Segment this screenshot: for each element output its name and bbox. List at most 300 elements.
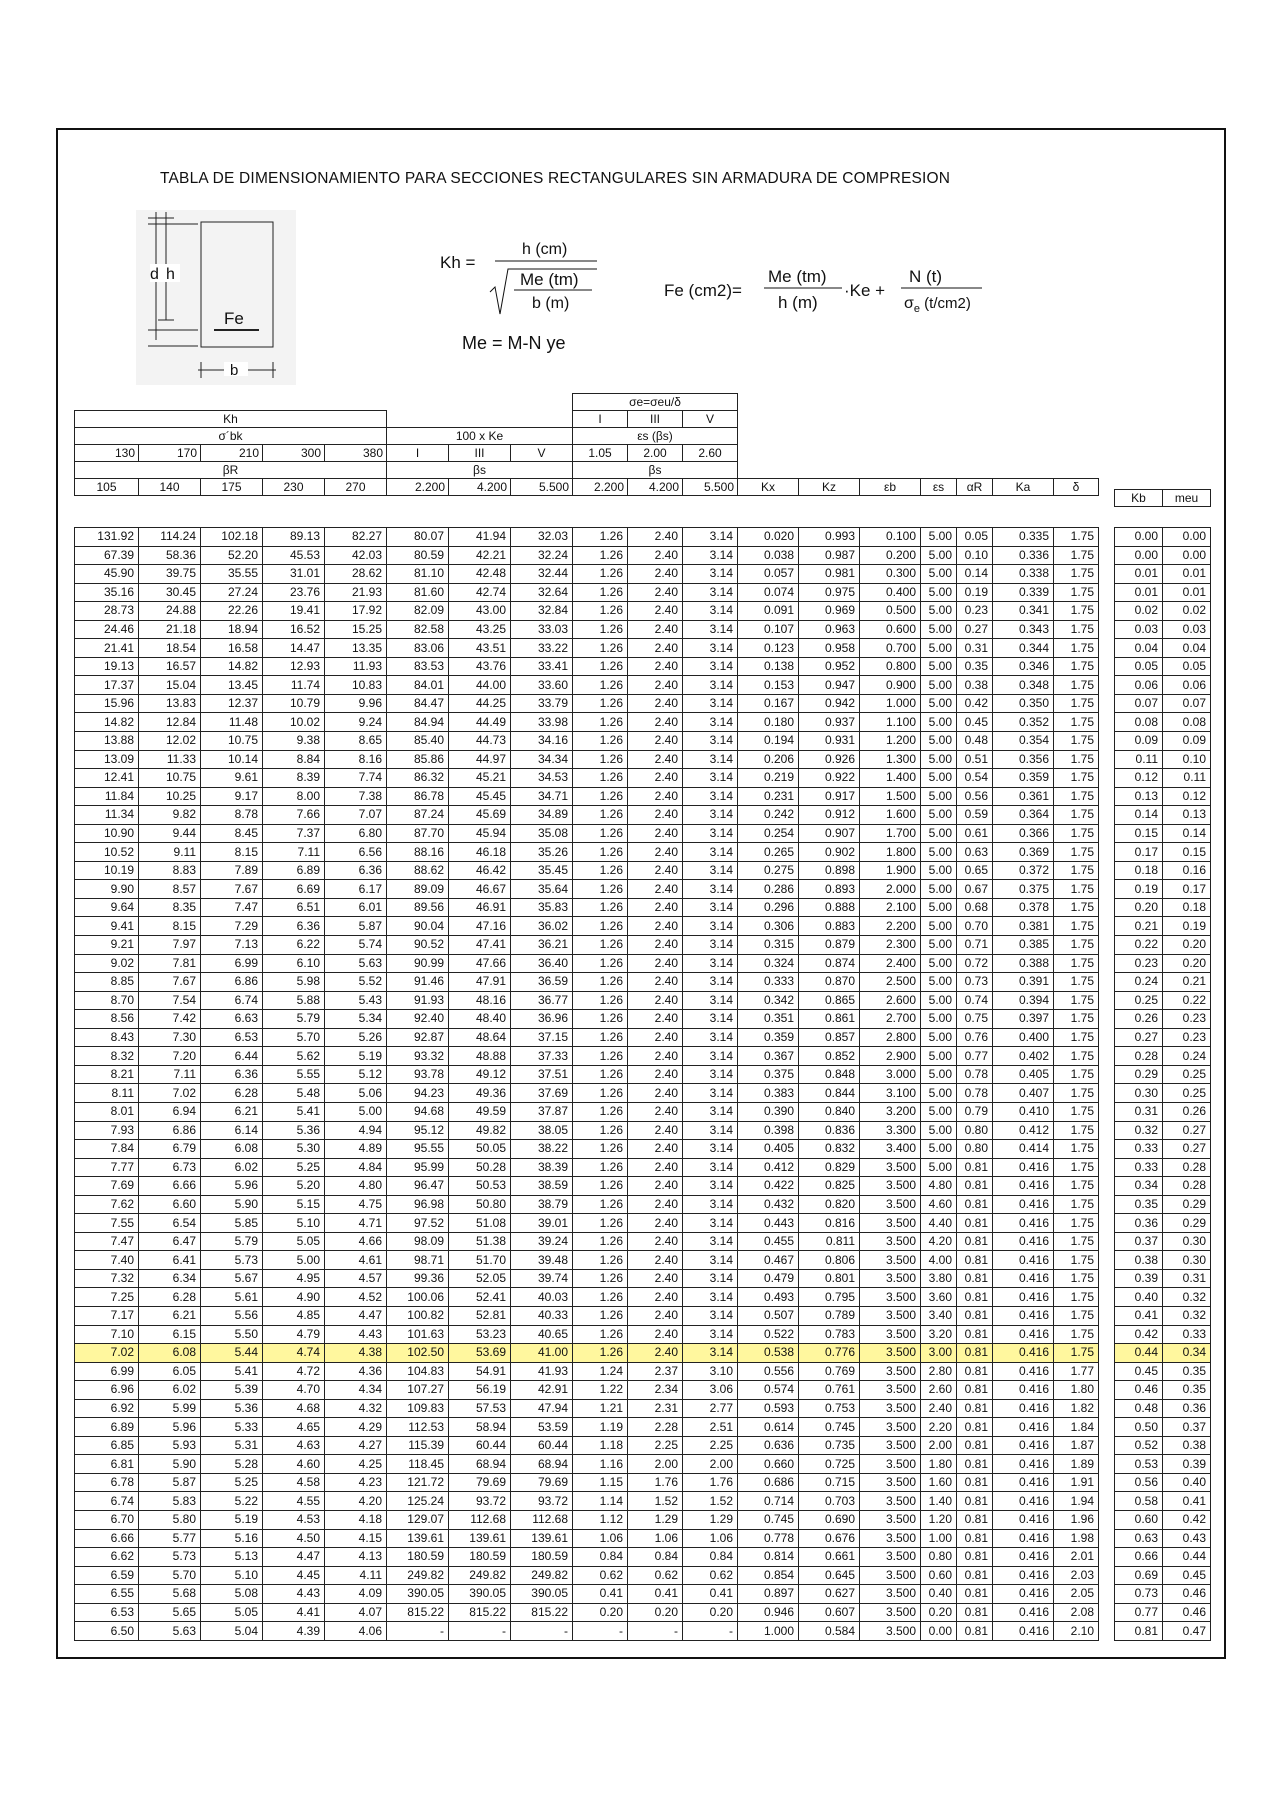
table-cell: 2.40 — [628, 1344, 683, 1363]
table-cell: 7.89 — [201, 861, 263, 880]
table-cell: 2.40 — [628, 1028, 683, 1047]
kb-row — [1115, 1195, 1211, 1214]
table-cell: 1.75 — [1054, 936, 1099, 955]
table-cell: 3.500 — [860, 1418, 921, 1437]
kb-row — [1115, 1269, 1211, 1288]
table-cell: 2.40 — [628, 880, 683, 899]
table-row — [75, 806, 1099, 825]
table-cell: 3.14 — [683, 917, 738, 936]
table-cell: 5.00 — [921, 1047, 957, 1066]
table-cell: 1.06 — [683, 1529, 738, 1548]
table-cell: 11.48 — [201, 713, 263, 732]
table-cell: 33.98 — [511, 713, 573, 732]
table-cell: - — [449, 1622, 511, 1641]
table-cell: 7.17 — [75, 1306, 139, 1325]
label-b: b — [230, 362, 239, 379]
table-cell: 3.14 — [683, 639, 738, 658]
table-cell: 0.35 — [1115, 1195, 1163, 1214]
table-cell: 5.00 — [921, 732, 957, 751]
table-cell: 2.500 — [860, 973, 921, 992]
table-cell: 1.26 — [573, 1121, 628, 1140]
table-cell: 4.45 — [263, 1566, 325, 1585]
table-cell: 3.14 — [683, 1288, 738, 1307]
table-cell: 0.76 — [957, 1028, 993, 1047]
table-cell: 3.14 — [683, 1121, 738, 1140]
table-cell: 1.15 — [573, 1473, 628, 1492]
table-cell: 87.70 — [387, 824, 449, 843]
table-cell: 0.981 — [799, 565, 860, 584]
table-cell: 0.416 — [993, 1195, 1054, 1214]
table-row — [75, 843, 1099, 862]
table-cell: 5.00 — [921, 898, 957, 917]
table-cell: 3.14 — [683, 861, 738, 880]
table-cell: 0.30 — [1163, 1251, 1211, 1270]
table-cell: 0.45 — [1115, 1362, 1163, 1381]
table-cell: 0.074 — [738, 583, 799, 602]
table-row — [75, 1566, 1099, 1585]
table-cell: 1.26 — [573, 973, 628, 992]
table-cell: 1.75 — [1054, 861, 1099, 880]
table-row — [75, 1529, 1099, 1548]
ke-type-V: V — [511, 445, 573, 462]
table-cell: 7.69 — [75, 1177, 139, 1196]
table-cell: 1.75 — [1054, 546, 1099, 565]
fe-num2: N (t) — [909, 267, 943, 286]
table-cell: 0.31 — [1163, 1269, 1211, 1288]
table-cell: 0.23 — [1163, 1010, 1211, 1029]
table-cell: - — [683, 1622, 738, 1641]
table-cell: 17.92 — [325, 602, 387, 621]
header-row-beta — [75, 462, 1099, 479]
table-cell: 0.020 — [738, 528, 799, 547]
table-cell: 1.26 — [573, 991, 628, 1010]
table-cell: 0.66 — [1115, 1548, 1163, 1567]
table-cell: 2.37 — [628, 1362, 683, 1381]
table-cell: 0.24 — [1115, 973, 1163, 992]
header-row-sigma — [75, 394, 1099, 411]
table-cell: 42.21 — [449, 546, 511, 565]
table-cell: 0.306 — [738, 917, 799, 936]
table-cell: 5.00 — [263, 1251, 325, 1270]
table-cell: 1.75 — [1054, 843, 1099, 862]
table-cell: 1.26 — [573, 676, 628, 695]
table-row — [75, 657, 1099, 676]
table-cell: 1.75 — [1054, 657, 1099, 676]
table-cell: 0.402 — [993, 1047, 1054, 1066]
class-130: 130 — [75, 445, 139, 462]
beta-s2-4200: 4.200 — [628, 479, 683, 496]
table-cell: 0.398 — [738, 1121, 799, 1140]
kb-row — [1115, 1028, 1211, 1047]
table-cell: 6.81 — [75, 1455, 139, 1474]
kb-table — [1114, 527, 1211, 1641]
kb-row — [1115, 1566, 1211, 1585]
table-cell: 0.81 — [957, 1566, 993, 1585]
table-cell: 0.39 — [1163, 1455, 1211, 1474]
table-cell: 45.90 — [75, 565, 139, 584]
table-row — [75, 694, 1099, 713]
beta-s-label: βs — [387, 462, 573, 479]
table-cell: 3.14 — [683, 880, 738, 899]
table-cell: 38.39 — [511, 1158, 573, 1177]
table-cell: 1.75 — [1054, 806, 1099, 825]
table-cell: 46.91 — [449, 898, 511, 917]
table-cell: 0.645 — [799, 1566, 860, 1585]
page-title: TABLA DE DIMENSIONAMIENTO PARA SECCIONES RECTANGULARES SIN ARMADURA DE COMPRESION — [160, 170, 951, 187]
kb-row — [1115, 750, 1211, 769]
table-cell: 8.78 — [201, 806, 263, 825]
table-cell: 0.443 — [738, 1214, 799, 1233]
table-cell: 1.75 — [1054, 1102, 1099, 1121]
table-cell: 6.01 — [325, 898, 387, 917]
table-cell: 0.41 — [1115, 1306, 1163, 1325]
table-cell: 249.82 — [449, 1566, 511, 1585]
table-row — [75, 1585, 1099, 1604]
table-cell: 0.32 — [1163, 1288, 1211, 1307]
table-cell: 0.77 — [1115, 1603, 1163, 1622]
table-cell: 3.500 — [860, 1548, 921, 1567]
table-cell: 8.00 — [263, 787, 325, 806]
table-cell: 45.69 — [449, 806, 511, 825]
table-cell: 0.700 — [860, 639, 921, 658]
table-cell: 1.75 — [1054, 898, 1099, 917]
table-cell: 24.46 — [75, 620, 139, 639]
table-row — [75, 1492, 1099, 1511]
table-cell: 1.21 — [573, 1399, 628, 1418]
table-cell: 1.91 — [1054, 1473, 1099, 1492]
table-cell: 9.64 — [75, 898, 139, 917]
table-cell: 89.09 — [387, 880, 449, 899]
table-cell: 0.42 — [957, 694, 993, 713]
table-cell: 0.15 — [1115, 824, 1163, 843]
table-cell: 52.81 — [449, 1306, 511, 1325]
table-cell: 3.500 — [860, 1158, 921, 1177]
table-cell: 2.03 — [1054, 1566, 1099, 1585]
table-cell: 6.85 — [75, 1436, 139, 1455]
table-cell: 139.61 — [449, 1529, 511, 1548]
table-cell: 3.10 — [683, 1362, 738, 1381]
table-cell: 0.432 — [738, 1195, 799, 1214]
table-cell: 1.26 — [573, 1251, 628, 1270]
table-cell: 39.48 — [511, 1251, 573, 1270]
table-cell: 1.75 — [1054, 1195, 1099, 1214]
table-cell: 3.200 — [860, 1102, 921, 1121]
table-cell: 39.24 — [511, 1232, 573, 1251]
table-cell: 0.857 — [799, 1028, 860, 1047]
table-cell: 98.09 — [387, 1232, 449, 1251]
table-cell: 7.66 — [263, 806, 325, 825]
table-cell: 8.56 — [75, 1010, 139, 1029]
table-cell: 115.39 — [387, 1436, 449, 1455]
table-cell: 47.66 — [449, 954, 511, 973]
kb-row — [1115, 1140, 1211, 1159]
kb-row — [1115, 898, 1211, 917]
table-cell: 2.40 — [628, 676, 683, 695]
ke-type-III: III — [449, 445, 511, 462]
table-cell: 0.29 — [1163, 1195, 1211, 1214]
table-cell: 5.31 — [201, 1436, 263, 1455]
table-row — [75, 620, 1099, 639]
table-cell: 11.74 — [263, 676, 325, 695]
table-cell: 0.42 — [1115, 1325, 1163, 1344]
table-cell: 0.296 — [738, 898, 799, 917]
table-cell: 0.39 — [1115, 1269, 1163, 1288]
table-cell: 815.22 — [511, 1603, 573, 1622]
table-cell: 0.861 — [799, 1010, 860, 1029]
table-cell: 48.64 — [449, 1028, 511, 1047]
table-cell: 0.00 — [1163, 528, 1211, 547]
table-row — [75, 1510, 1099, 1529]
fe-sigma-sub: e — [913, 303, 920, 315]
table-cell: 5.34 — [325, 1010, 387, 1029]
table-cell: 2.60 — [921, 1381, 957, 1400]
table-cell: 1.29 — [683, 1510, 738, 1529]
table-cell: 4.32 — [325, 1399, 387, 1418]
rect-section-figure — [136, 210, 296, 385]
table-cell: 0.08 — [1163, 713, 1211, 732]
table-cell: 4.65 — [263, 1418, 325, 1437]
table-cell: 1.76 — [683, 1473, 738, 1492]
formula-fe — [664, 264, 1004, 329]
table-cell: 4.89 — [325, 1140, 387, 1159]
table-cell: 39.74 — [511, 1269, 573, 1288]
table-cell: 0.28 — [1115, 1047, 1163, 1066]
table-cell: 0.81 — [957, 1288, 993, 1307]
table-cell: 3.000 — [860, 1065, 921, 1084]
table-cell: 52.41 — [449, 1288, 511, 1307]
table-cell: 3.500 — [860, 1269, 921, 1288]
table-row — [75, 861, 1099, 880]
col-eb: εb — [860, 479, 921, 496]
table-cell: 68.94 — [511, 1455, 573, 1474]
table-cell: 0.44 — [1115, 1344, 1163, 1363]
table-cell: 0.375 — [993, 880, 1054, 899]
table-cell: 0.574 — [738, 1381, 799, 1400]
table-cell: 95.99 — [387, 1158, 449, 1177]
table-cell: 2.40 — [628, 1214, 683, 1233]
table-cell: 5.00 — [921, 1121, 957, 1140]
table-cell: 0.27 — [1115, 1028, 1163, 1047]
table-cell: 0.385 — [993, 936, 1054, 955]
table-cell: 8.83 — [139, 861, 201, 880]
table-cell: 6.60 — [139, 1195, 201, 1214]
table-cell: 84.01 — [387, 676, 449, 695]
table-row — [75, 1121, 1099, 1140]
table-cell: 0.81 — [957, 1585, 993, 1604]
kh-label: Kh — [75, 411, 387, 428]
table-cell: 0.46 — [1163, 1603, 1211, 1622]
table-cell: 0.816 — [799, 1214, 860, 1233]
table-cell: 80.07 — [387, 528, 449, 547]
table-cell: 6.99 — [201, 954, 263, 973]
table-cell: 5.00 — [921, 936, 957, 955]
kb-row — [1115, 528, 1211, 547]
table-cell: 5.70 — [139, 1566, 201, 1585]
table-cell: 4.71 — [325, 1214, 387, 1233]
table-cell: 100.82 — [387, 1306, 449, 1325]
table-cell: 0.350 — [993, 694, 1054, 713]
kb-row — [1115, 1344, 1211, 1363]
table-cell: 8.85 — [75, 973, 139, 992]
table-cell: 3.14 — [683, 1028, 738, 1047]
table-row — [75, 1288, 1099, 1307]
table-cell: 6.94 — [139, 1102, 201, 1121]
kh-inner-denominator: b (m) — [532, 295, 570, 312]
table-cell: 0.15 — [1163, 843, 1211, 862]
table-cell: 0.416 — [993, 1344, 1054, 1363]
table-cell: 6.28 — [139, 1288, 201, 1307]
table-cell: 1.75 — [1054, 1047, 1099, 1066]
kb-row — [1115, 565, 1211, 584]
table-cell: 6.51 — [263, 898, 325, 917]
table-cell: 4.61 — [325, 1251, 387, 1270]
table-cell: 22.26 — [201, 602, 263, 621]
beta-s2-2200: 2.200 — [573, 479, 628, 496]
table-cell: 1.26 — [573, 824, 628, 843]
table-cell: 0.865 — [799, 991, 860, 1010]
table-cell: 7.84 — [75, 1140, 139, 1159]
table-cell: 1.19 — [573, 1418, 628, 1437]
table-cell: 5.99 — [139, 1399, 201, 1418]
table-cell: 0.661 — [799, 1548, 860, 1567]
table-cell: 2.40 — [628, 1102, 683, 1121]
table-cell: 7.32 — [75, 1269, 139, 1288]
table-cell: 1.26 — [573, 1102, 628, 1121]
table-cell: 3.500 — [860, 1622, 921, 1641]
table-cell: 1.84 — [1054, 1418, 1099, 1437]
table-cell: 1.52 — [628, 1492, 683, 1511]
table-cell: 8.15 — [201, 843, 263, 862]
table-cell: 3.40 — [921, 1306, 957, 1325]
table-cell: 0.38 — [1115, 1251, 1163, 1270]
table-cell: 7.67 — [139, 973, 201, 992]
table-cell: 0.840 — [799, 1102, 860, 1121]
col-kx: Kx — [738, 479, 799, 496]
table-cell: 5.00 — [921, 824, 957, 843]
table-cell: 1.26 — [573, 954, 628, 973]
table-cell: 6.44 — [201, 1047, 263, 1066]
table-cell: 3.14 — [683, 787, 738, 806]
table-cell: 1.400 — [860, 769, 921, 788]
table-cell: 5.00 — [921, 602, 957, 621]
table-cell: 0.275 — [738, 861, 799, 880]
table-cell: 7.37 — [263, 824, 325, 843]
table-cell: 1.76 — [628, 1473, 683, 1492]
table-cell: 180.59 — [387, 1548, 449, 1567]
table-cell: 0.81 — [957, 1214, 993, 1233]
table-cell: 79.69 — [449, 1473, 511, 1492]
table-cell: 46.67 — [449, 880, 511, 899]
table-cell: 7.38 — [325, 787, 387, 806]
table-cell: 0.47 — [1163, 1622, 1211, 1641]
table-cell: 0.84 — [683, 1548, 738, 1567]
table-cell: 0.814 — [738, 1548, 799, 1567]
table-cell: 9.38 — [263, 732, 325, 751]
table-cell: 2.00 — [628, 1455, 683, 1474]
table-cell: 1.000 — [860, 694, 921, 713]
table-cell: 4.85 — [263, 1306, 325, 1325]
table-cell: 5.65 — [139, 1603, 201, 1622]
table-cell: 0.335 — [993, 528, 1054, 547]
table-cell: 0.02 — [1163, 602, 1211, 621]
table-cell: 6.22 — [263, 936, 325, 955]
table-cell: 60.44 — [449, 1436, 511, 1455]
table-cell: 44.73 — [449, 732, 511, 751]
table-cell: 84.94 — [387, 713, 449, 732]
table-cell: 139.61 — [511, 1529, 573, 1548]
kb-row — [1115, 861, 1211, 880]
table-cell: 0.351 — [738, 1010, 799, 1029]
table-cell: 0.78 — [957, 1065, 993, 1084]
table-cell: 0.206 — [738, 750, 799, 769]
table-cell: 93.72 — [511, 1492, 573, 1511]
table-cell: 5.00 — [921, 583, 957, 602]
table-cell: 0.038 — [738, 546, 799, 565]
table-cell: 0.23 — [957, 602, 993, 621]
table-cell: 0.686 — [738, 1473, 799, 1492]
table-cell: 5.36 — [263, 1121, 325, 1140]
table-cell: 6.02 — [139, 1381, 201, 1400]
table-cell: 0.138 — [738, 657, 799, 676]
kb-row — [1115, 1455, 1211, 1474]
fe-unit: (t/cm2) — [920, 295, 971, 312]
table-cell: 0.364 — [993, 806, 1054, 825]
table-cell: 0.26 — [1163, 1102, 1211, 1121]
table-cell: 3.14 — [683, 694, 738, 713]
table-cell: 8.43 — [75, 1028, 139, 1047]
table-cell: 9.44 — [139, 824, 201, 843]
table-cell: 8.01 — [75, 1102, 139, 1121]
table-cell: 0.479 — [738, 1269, 799, 1288]
table-cell: 4.90 — [263, 1288, 325, 1307]
table-cell: 0.897 — [738, 1585, 799, 1604]
table-cell: 0.715 — [799, 1473, 860, 1492]
table-cell: 1.26 — [573, 861, 628, 880]
table-cell: 100.06 — [387, 1288, 449, 1307]
table-cell: 1.26 — [573, 732, 628, 751]
table-cell: 0.31 — [957, 639, 993, 658]
table-cell: 0.416 — [993, 1529, 1054, 1548]
table-cell: 92.40 — [387, 1010, 449, 1029]
table-cell: 0.26 — [1115, 1010, 1163, 1029]
table-cell: 0.33 — [1115, 1158, 1163, 1177]
table-cell: 0.414 — [993, 1140, 1054, 1159]
table-cell: 5.44 — [201, 1344, 263, 1363]
table-cell: 5.36 — [201, 1399, 263, 1418]
table-cell: 1.94 — [1054, 1492, 1099, 1511]
table-cell: 0.06 — [1163, 676, 1211, 695]
table-cell: 2.40 — [921, 1399, 957, 1418]
table-row — [75, 1028, 1099, 1047]
table-cell: 3.500 — [860, 1381, 921, 1400]
table-cell: 7.10 — [75, 1325, 139, 1344]
table-row — [75, 565, 1099, 584]
table-cell: 90.52 — [387, 936, 449, 955]
table-cell: 0.194 — [738, 732, 799, 751]
kb-row — [1115, 620, 1211, 639]
table-cell: 0.416 — [993, 1510, 1054, 1529]
table-cell: 0.265 — [738, 843, 799, 862]
table-cell: 1.75 — [1054, 1028, 1099, 1047]
table-cell: 4.84 — [325, 1158, 387, 1177]
col-delta: δ — [1054, 479, 1099, 496]
table-cell: 0.81 — [957, 1603, 993, 1622]
table-cell: 89.56 — [387, 898, 449, 917]
table-cell: 5.00 — [921, 694, 957, 713]
table-cell: 3.500 — [860, 1177, 921, 1196]
table-cell: 39.01 — [511, 1214, 573, 1233]
table-cell: 0.23 — [1163, 1028, 1211, 1047]
